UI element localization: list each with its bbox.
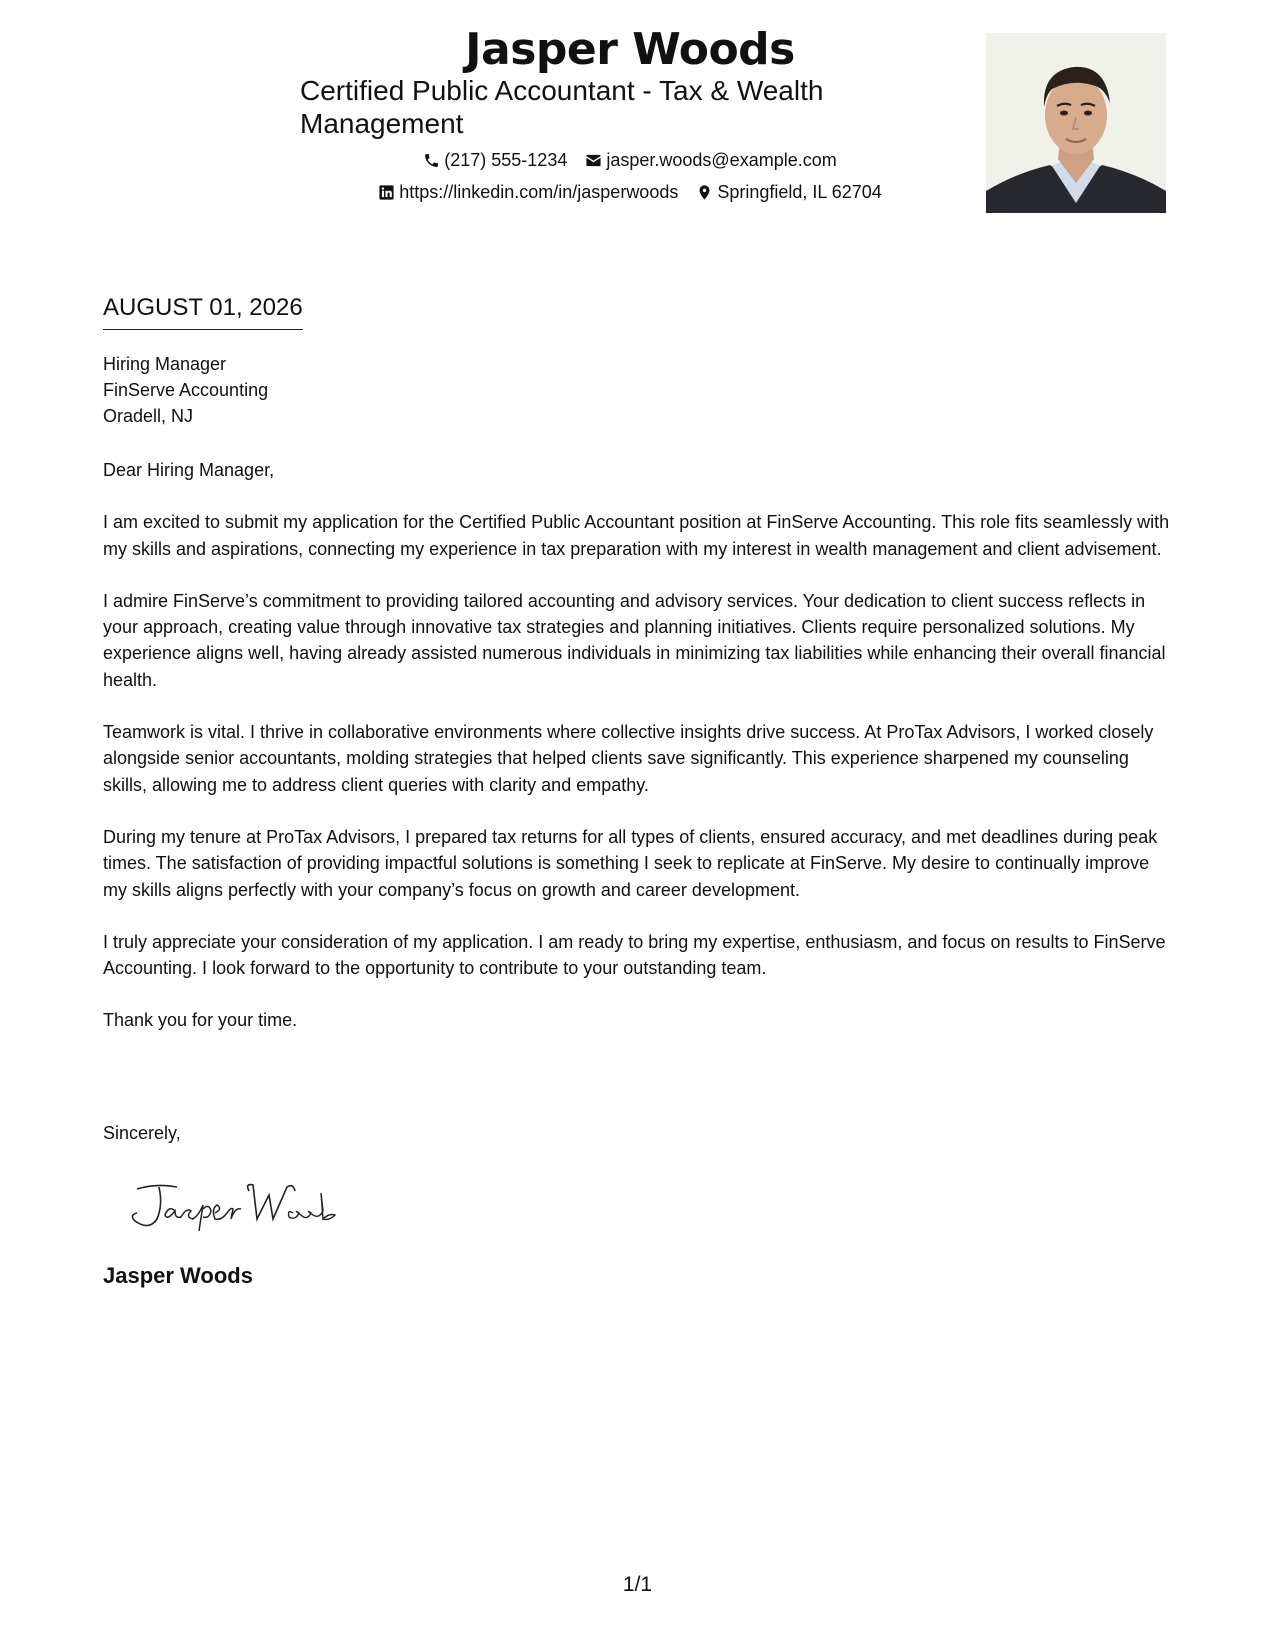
body-paragraph-2: I admire FinServe’s commitment to providing tailored accounting and advisory services. Your dedication to client success reflects in your approach, creating value through innovative tax strategies and planning initiatives. Clients require personalized solutions. My experience aligns well, having already assisted numerous individuals in minimizing tax liabilities while enhancing their overall financial health. — [103, 590, 1166, 690]
applicant-name: Jasper Woods — [465, 24, 795, 75]
contact-location — [696, 180, 881, 204]
map-pin-icon — [696, 184, 713, 201]
letter-body — [103, 457, 1173, 1060]
contact-email[interactable] — [585, 148, 836, 172]
recipient-name: Hiring Manager — [103, 354, 227, 374]
phone-number: (217) 555-1234 — [444, 150, 568, 170]
body-paragraph-1: I am excited to submit my application for the Certified Public Accountant position at FinServe Accounting. This role fits seamlessly with my skills and aspirations, connecting my experience in tax preparation with my interest in wealth management and client advisement. — [103, 512, 1170, 559]
salutation: Dear Hiring Manager, — [103, 460, 275, 480]
recipient-company: FinServe Accounting — [103, 380, 269, 400]
contact-phone — [423, 148, 567, 172]
signature — [117, 1175, 347, 1235]
contact-row-primary — [300, 148, 960, 172]
recipient-location: Oradell, NJ — [103, 406, 194, 426]
signer-name: Jasper Woods — [103, 1263, 253, 1288]
location-text: Springfield, IL 62704 — [717, 182, 882, 202]
letter-date: AUGUST 01, 2026 — [103, 293, 303, 330]
closing: Sincerely, — [103, 1123, 181, 1143]
contact-row-secondary — [300, 180, 960, 204]
body-paragraph-3: Teamwork is vital. I thrive in collaborative environments where collective insights drive success. At ProTax Advisors, I worked closely alongside senior accountants, molding strategies that helped clients save significantly. This experience sharpened my counseling skills, allowing me to address client queries with clarity and empathy. — [103, 722, 1154, 795]
body-paragraph-6: Thank you for your time. — [103, 1010, 298, 1031]
applicant-title: Certified Public Accountant - Tax & Wealth Management — [300, 75, 824, 139]
envelope-icon — [585, 152, 602, 169]
recipient-block — [103, 351, 268, 429]
linkedin-icon — [378, 184, 395, 201]
page-number: 1/1 — [622, 1573, 653, 1596]
body-paragraph-4: During my tenure at ProTax Advisors, I prepared tax returns for all types of clients, ensured accuracy, and met deadlines during peak times. The satisfaction of providing impactful solutions is something I seek to replicate at FinServe. My desire to continually improve my skills aligns perfectly with your company’s focus on growth and career development. — [103, 826, 1158, 900]
linkedin-url[interactable]: https://linkedin.com/in/jasperwoods — [399, 182, 679, 202]
contact-linkedin[interactable] — [378, 180, 678, 204]
email-address[interactable]: jasper.woods@example.com — [606, 150, 837, 170]
profile-photo — [986, 33, 1166, 213]
body-paragraph-5: I truly appreciate your consideration of my application. I am ready to bring my expertise, enthusiasm, and focus on results to FinServe Accounting. I look forward to the opportunity to contribute to your outstanding team. — [103, 931, 1166, 979]
phone-icon — [423, 152, 440, 169]
